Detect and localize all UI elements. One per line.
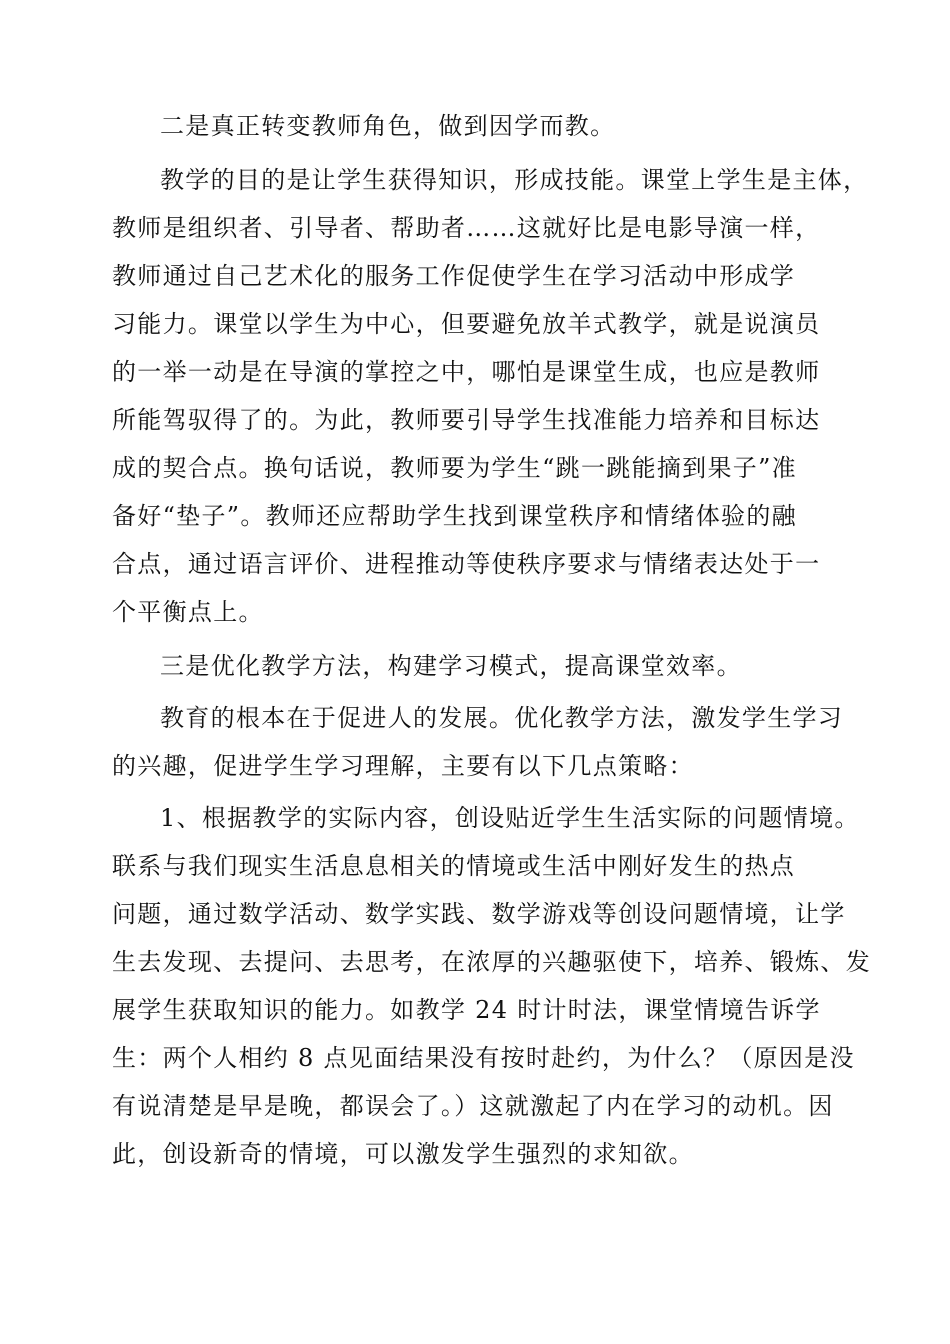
text-line: 联系与我们现实生活息息相关的情境或生活中刚好发生的热点	[112, 852, 796, 880]
text-line: 的一举一动是在导演的掌控之中，哪怕是课堂生成，也应是教师	[112, 358, 821, 386]
text-line: 习能力。课堂以学生为中心，但要避免放羊式教学，就是说演员	[112, 310, 821, 338]
text-line: 教育的根本在于促进人的发展。优化教学方法，激发学生学习	[160, 704, 844, 732]
text-line: 教师通过自己艺术化的服务工作促使学生在学习活动中形成学	[112, 262, 796, 290]
text-line: 生：两个人相约 8 点见面结果没有按时赴约，为什么？（原因是没	[112, 1044, 855, 1072]
text-line: 生去发现、去提问、去思考，在浓厚的兴趣驱使下，培养、锻炼、发	[112, 948, 871, 976]
text-line: 合点，通过语言评价、进程推动等使秩序要求与情绪表达处于一	[112, 550, 821, 578]
text-line: 此，创设新奇的情境，可以激发学生强烈的求知欲。	[112, 1140, 694, 1168]
text-line: 个平衡点上。	[112, 598, 264, 626]
text-line: 备好“垫子”。教师还应帮助学生找到课堂秩序和情绪体验的融	[112, 502, 797, 530]
paragraph-heading-2: 二是真正转变教师角色，做到因学而教。	[160, 112, 616, 140]
text-line: 教师是组织者、引导者、帮助者……这就好比是电影导演一样，	[112, 214, 821, 242]
text-line: 所能驾驭得了的。为此，教师要引导学生找准能力培养和目标达	[112, 406, 821, 434]
text-line: 教学的目的是让学生获得知识，形成技能。课堂上学生是主体，	[160, 166, 869, 194]
text-line: 成的契合点。换句话说，教师要为学生“跳一跳能摘到果子”准	[112, 454, 797, 482]
paragraph-heading-3: 三是优化教学方法，构建学习模式，提高课堂效率。	[160, 652, 742, 680]
text-line: 问题，通过数学活动、数学实践、数学游戏等创设问题情境，让学	[112, 900, 846, 928]
list-item-1: 1、根据教学的实际内容，创设贴近学生生活实际的问题情境。	[160, 804, 860, 832]
text-line: 的兴趣，促进学生学习理解，主要有以下几点策略：	[112, 752, 694, 780]
text-line: 有说清楚是早是晚，都误会了。）这就激起了内在学习的动机。因	[112, 1092, 834, 1120]
text-line: 展学生获取知识的能力。如教学 24 时计时法，课堂情境告诉学	[112, 996, 821, 1024]
